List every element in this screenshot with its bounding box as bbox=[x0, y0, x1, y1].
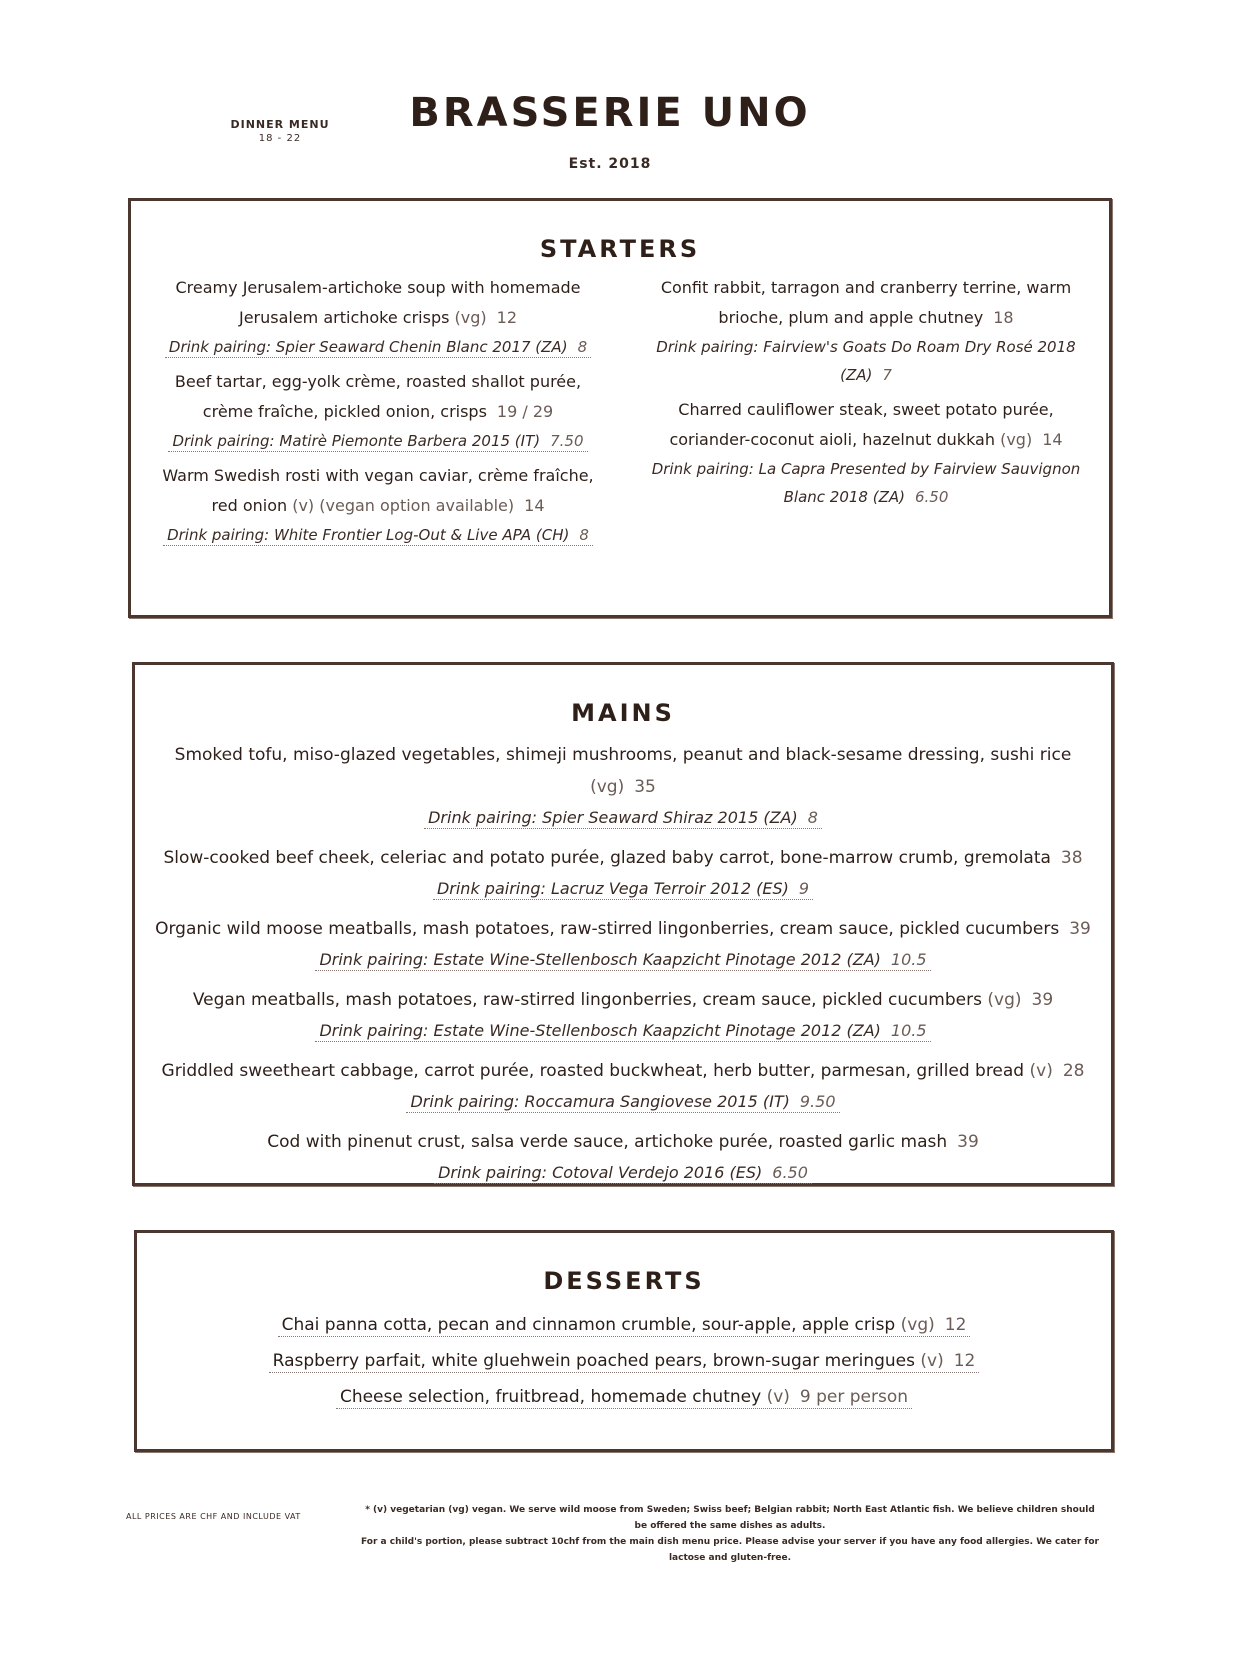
main-dish: Cod with pinenut crust, salsa verde sauce, artichoke purée, roasted garlic mash 39 bbox=[267, 1132, 979, 1152]
desserts-list bbox=[147, 1307, 1101, 1415]
dietary-legend bbox=[360, 1502, 1100, 1566]
desserts-title: DESSERTS bbox=[543, 1267, 705, 1295]
drink-pairing: Drink pairing: La Capra Presented by Fairview Sauvignon Blanc 2018 (ZA) 6.50 bbox=[651, 460, 1081, 506]
starter-item bbox=[641, 273, 1091, 389]
drink-pairing: Drink pairing: Spier Seaward Chenin Blanc 2017 (ZA) 8 bbox=[153, 333, 603, 361]
starter-dish: Warm Swedish rosti with vegan caviar, crème fraîche, red onion (v) (vegan option available) 14 bbox=[162, 466, 594, 515]
dessert-item: Chai panna cotta, pecan and cinnamon crumble, sour-apple, apple crisp (vg) 12 bbox=[147, 1307, 1101, 1343]
dinner-hours: 18 - 22 bbox=[258, 133, 302, 144]
main-item bbox=[145, 913, 1101, 975]
main-item bbox=[145, 739, 1101, 833]
main-dish: Vegan meatballs, mash potatoes, raw-stirred lingonberries, cream sauce, pickled cucumbers (vg) 39 bbox=[192, 990, 1054, 1010]
main-item bbox=[145, 1126, 1101, 1188]
starters-title: STARTERS bbox=[539, 235, 701, 263]
drink-pairing: Drink pairing: Spier Seaward Shiraz 2015 (ZA) 8 bbox=[145, 803, 1101, 833]
drink-pairing: Drink pairing: Fairview's Goats Do Roam Dry Rosé 2018 (ZA) 7 bbox=[656, 338, 1076, 384]
legend-line: For a child's portion, please subtract 10chf from the main dish menu price. Please advise your server if you have any food allergies. We cater for lactose and gluten-free. bbox=[361, 1537, 1099, 1563]
starter-dish: Creamy Jerusalem-artichoke soup with homemade Jerusalem artichoke crisps (vg) 12 bbox=[175, 278, 581, 327]
starter-dish: Beef tartar, egg-yolk crème, roasted shallot purée, crème fraîche, pickled onion, crisps 19 / 29 bbox=[174, 372, 582, 421]
main-dish: Slow-cooked beef cheek, celeriac and potato purée, glazed baby carrot, bone-marrow crumb, gremolata 38 bbox=[163, 848, 1083, 868]
starters-right-column bbox=[641, 273, 1091, 517]
main-item bbox=[145, 984, 1101, 1046]
drink-pairing: Drink pairing: Matirè Piemonte Barbera 2015 (IT) 7.50 bbox=[153, 427, 603, 455]
main-dish: Organic wild moose meatballs, mash potatoes, raw-stirred lingonberries, cream sauce, pickled cucumbers 39 bbox=[155, 919, 1091, 939]
mains-box bbox=[132, 662, 1114, 1186]
starter-item bbox=[153, 273, 603, 361]
dinner-menu-label bbox=[218, 118, 342, 144]
dessert-item: Raspberry parfait, white gluehwein poached pears, brown-sugar meringues (v) 12 bbox=[147, 1343, 1101, 1379]
prices-note: ALL PRICES ARE CHF AND INCLUDE VAT bbox=[126, 1512, 301, 1521]
main-item bbox=[145, 842, 1101, 904]
dessert-item: Cheese selection, fruitbread, homemade chutney (v) 9 per person bbox=[147, 1379, 1101, 1415]
main-dish: Smoked tofu, miso-glazed vegetables, shimeji mushrooms, peanut and black-sesame dressing, sushi rice (vg) 35 bbox=[174, 745, 1072, 797]
drink-pairing: Drink pairing: Roccamura Sangiovese 2015 (IT) 9.50 bbox=[145, 1087, 1101, 1117]
starters-box bbox=[128, 198, 1112, 618]
desserts-box bbox=[134, 1230, 1114, 1452]
starter-item bbox=[641, 395, 1091, 511]
drink-pairing: Drink pairing: Estate Wine-Stellenbosch Kaapzicht Pinotage 2012 (ZA) 10.5 bbox=[145, 945, 1101, 975]
legend-line: * (v) vegetarian (vg) vegan. We serve wild moose from Sweden; Swiss beef; Belgian rabbit; North East Atlantic fish. We believe children should be offered the same dishes as adults. bbox=[365, 1505, 1095, 1531]
dinner-menu-title: DINNER MENU bbox=[230, 118, 330, 131]
drink-pairing: Drink pairing: White Frontier Log-Out & Live APA (CH) 8 bbox=[153, 521, 603, 549]
restaurant-name: BRASSERIE UNO bbox=[409, 90, 811, 136]
starter-item bbox=[153, 461, 603, 549]
mains-list bbox=[145, 739, 1101, 1197]
main-dish: Griddled sweetheart cabbage, carrot purée, roasted buckwheat, herb butter, parmesan, grilled bread (v) 28 bbox=[161, 1061, 1085, 1081]
starter-item bbox=[153, 367, 603, 455]
starter-dish: Charred cauliflower steak, sweet potato purée, coriander-coconut aioli, hazelnut dukkah (vg) 14 bbox=[669, 400, 1063, 449]
main-item bbox=[145, 1055, 1101, 1117]
drink-pairing: Drink pairing: Estate Wine-Stellenbosch Kaapzicht Pinotage 2012 (ZA) 10.5 bbox=[145, 1016, 1101, 1046]
mains-title: MAINS bbox=[571, 699, 675, 727]
drink-pairing: Drink pairing: Cotoval Verdejo 2016 (ES) 6.50 bbox=[145, 1158, 1101, 1188]
starter-dish: Confit rabbit, tarragon and cranberry terrine, warm brioche, plum and apple chutney 18 bbox=[660, 278, 1072, 327]
starters-left-column bbox=[153, 273, 603, 555]
established-year: Est. 2018 bbox=[568, 156, 652, 172]
drink-pairing: Drink pairing: Lacruz Vega Terroir 2012 (ES) 9 bbox=[145, 874, 1101, 904]
